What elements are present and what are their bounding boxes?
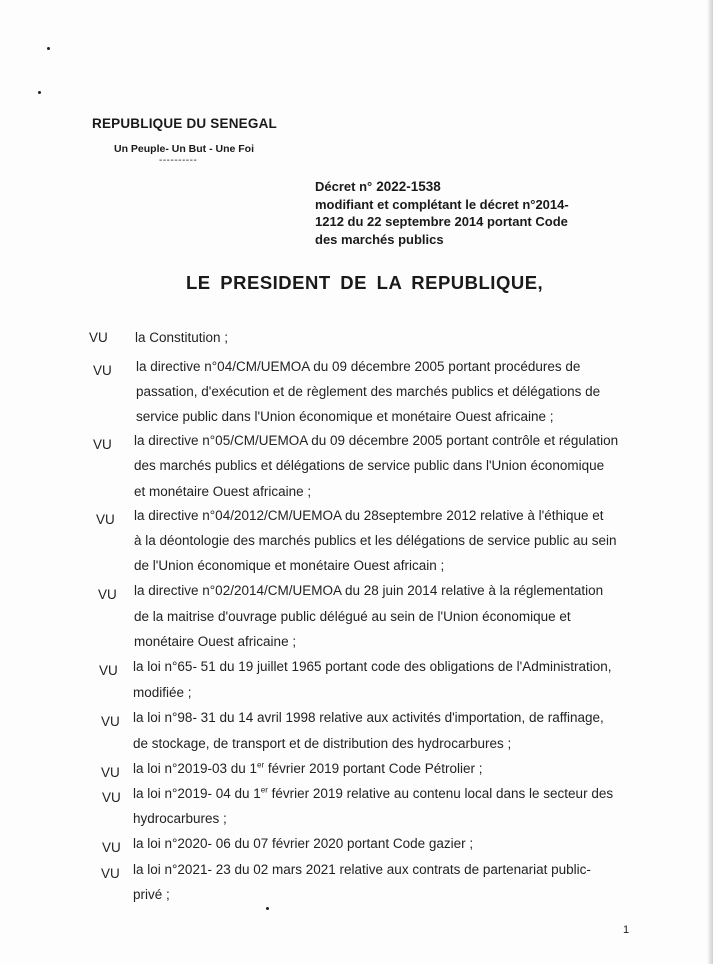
visa-line: de stockage, de transport et de distribution des hydrocarbures ; — [133, 736, 512, 751]
motto-separator: ---------- — [159, 155, 198, 166]
visa-line: hydrocarbures ; — [133, 811, 227, 826]
decree-subject-line: 1212 du 22 septembre 2014 portant Code — [315, 214, 568, 229]
visa-line: de l'Union économique et monétaire Ouest africain ; — [134, 558, 445, 573]
visa-line: la directive n°04/CM/UEMOA du 09 décembre 2005 portant procédures de — [136, 359, 581, 374]
vu-label: VU — [101, 765, 120, 780]
vu-label: VU — [93, 363, 112, 378]
ordinal-superscript: er — [260, 785, 268, 795]
decree-subject-line: modifiant et complétant le décret n°2014- — [315, 196, 569, 212]
visa-line — [133, 761, 483, 776]
visa-line: des marchés publics et délégations de service public dans l'Union économique — [134, 458, 605, 473]
visa-line: la loi n°98- 31 du 14 avril 1998 relative aux activités d'importation, de raffinage, — [133, 710, 604, 725]
vu-label: VU — [96, 512, 115, 527]
vu-label: VU — [101, 714, 120, 729]
vu-label: VU — [101, 866, 120, 881]
national-motto: Un Peuple- Un But - Une Foi — [114, 143, 254, 155]
vu-label: VU — [102, 840, 121, 855]
visa-text: la loi n°2019- 04 du 1 — [133, 786, 261, 801]
visa-line: la directive n°05/CM/UEMOA du 09 décembre 2005 portant contrôle et régulation — [134, 433, 619, 448]
visa-text: février 2019 portant Code Pétrolier ; — [264, 761, 483, 776]
visa-text: la loi n°2019-03 du 1 — [133, 761, 257, 776]
vu-label: VU — [93, 437, 112, 452]
visa-line: service public dans l'Union économique et monétaire Ouest africaine ; — [136, 409, 554, 424]
visa-line: la directive n°02/2014/CM/UEMOA du 28 juin 2014 relative à la réglementation — [134, 583, 604, 598]
visa-line: la Constitution ; — [135, 330, 229, 345]
visa-line: monétaire Ouest africaine ; — [134, 634, 297, 649]
visa-line: la loi n°2020- 06 du 07 février 2020 portant Code gazier ; — [133, 836, 474, 851]
vu-label: VU — [102, 790, 121, 805]
visa-line: et monétaire Ouest africaine ; — [134, 484, 312, 499]
vu-label: VU — [89, 330, 108, 345]
president-heading: LE PRESIDENT DE LA REPUBLIQUE, — [186, 272, 544, 293]
decree-label: Décret n° — [315, 179, 373, 194]
visa-line: privé ; — [133, 887, 170, 902]
visa-text: février 2019 relative au contenu local dans le secteur des — [267, 786, 614, 801]
visa-line: de la maitrise d'ouvrage public délégué au sein de l'Union économique et — [134, 609, 571, 624]
visa-line: la loi n°2021- 23 du 02 mars 2021 relative aux contrats de partenariat public- — [133, 862, 591, 877]
decree-subject-line: des marchés publics — [315, 231, 444, 247]
vu-label: VU — [99, 663, 118, 678]
visa-line: la directive n°04/2012/CM/UEMOA du 28septembre 2012 relative à l'éthique et — [134, 508, 604, 523]
page-number: 1 — [623, 924, 630, 936]
visa-line: modifiée ; — [133, 685, 192, 700]
visa-line: à la déontologie des marchés publics et les délégations de service public au sein — [134, 533, 617, 548]
decree-number: 2022-1538 — [376, 179, 441, 194]
visa-line: la loi n°65- 51 du 19 juillet 1965 portant code des obligations de l'Administration, — [133, 659, 612, 674]
ordinal-superscript: er — [257, 760, 265, 770]
vu-label: VU — [98, 587, 117, 602]
republic-title: REPUBLIQUE DU SENEGAL — [92, 116, 277, 131]
visa-line: passation, d'exécution et de règlement des marchés publics et délégations de — [136, 384, 601, 399]
visa-line — [133, 786, 613, 801]
